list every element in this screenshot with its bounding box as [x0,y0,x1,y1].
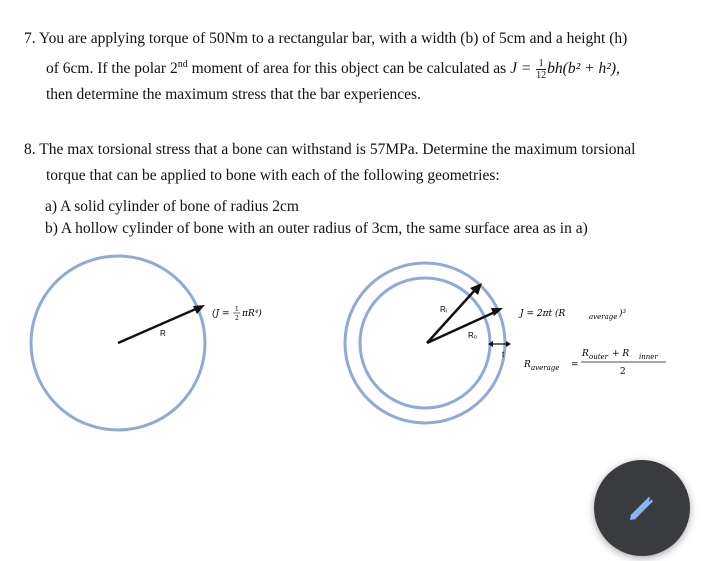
question-8-parts [45,196,588,240]
question-number: 8. [24,141,36,158]
ravg-lhs-subscript: average [531,364,560,372]
average-radius-formula [523,349,666,377]
thickness-label: t [502,350,505,359]
question-text: You are applying torque of 50Nm to a rectangular bar, with a width (b) of 5cm and a height (h) [38,30,628,47]
question-7-line-2 [24,52,704,82]
pencil-icon [625,491,659,525]
solid-formula [212,306,262,322]
arrowhead [506,341,511,347]
radius-arrow [118,308,198,343]
inner-radius-label: Rᵢ [440,305,448,314]
ravg-plus: + R [612,349,630,359]
part-b: b) A hollow cylinder of bone with an outer radius of 3cm, the same surface area as in a) [45,220,588,237]
part-a: a) A solid cylinder of bone of radius 2cm [45,198,299,215]
solid-cylinder-diagram [31,256,262,430]
inner-circle [360,278,490,408]
text-segment: of 6cm. If the polar 2 [46,60,178,78]
formula-post: πR⁴) [242,309,262,319]
cross-section-figures [0,240,720,440]
outer-radius-arrow [427,312,495,343]
hollow-formula [518,308,627,321]
formula-rhs: bh(b² + h²), [547,60,620,78]
ravg-numerator: R [582,349,589,359]
question-8 [24,137,704,189]
ravg-equals: = [571,360,579,370]
fraction-numerator: 1 [536,58,546,70]
question-number: 7. [24,30,36,47]
question-8-line-1 [24,137,704,163]
question-7-line-3: then determine the maximum stress that the bar experiences. [46,86,421,104]
ravg-subscript-inner: inner [639,353,658,361]
ravg-lhs: R [524,360,531,370]
question-7 [24,26,704,108]
ravg-denominator: 2 [620,367,626,377]
superscript: nd [177,59,188,70]
radius-label: R [160,329,166,338]
outer-radius-label: Rₒ [468,331,477,340]
hollow-cylinder-diagram [345,263,666,423]
formula-fraction [536,58,546,81]
fraction-denominator: 12 [536,70,547,82]
ravg-subscript-outer: outer [589,353,609,361]
formula-lhs: J = [510,60,532,78]
question-7-line-1 [24,26,704,52]
fraction-numerator: 1 [235,306,239,313]
formula-pre: (J = [212,309,230,319]
text-segment: moment of area for this object can be calculated as [187,60,511,78]
formula-main: J = 2πt (R [520,309,566,319]
question-8-line-2: torque that can be applied to bone with each of the following geometries: [46,167,500,184]
outer-circle [345,263,505,423]
question-text: The max torsional stress that a bone can withstand is 57MPa. Determine the maximum torsional [39,141,636,158]
formula-subscript: average [589,313,618,321]
fraction-denominator: 2 [235,315,239,322]
formula-close: )³ [619,309,627,319]
edit-fab-button[interactable] [594,460,690,556]
